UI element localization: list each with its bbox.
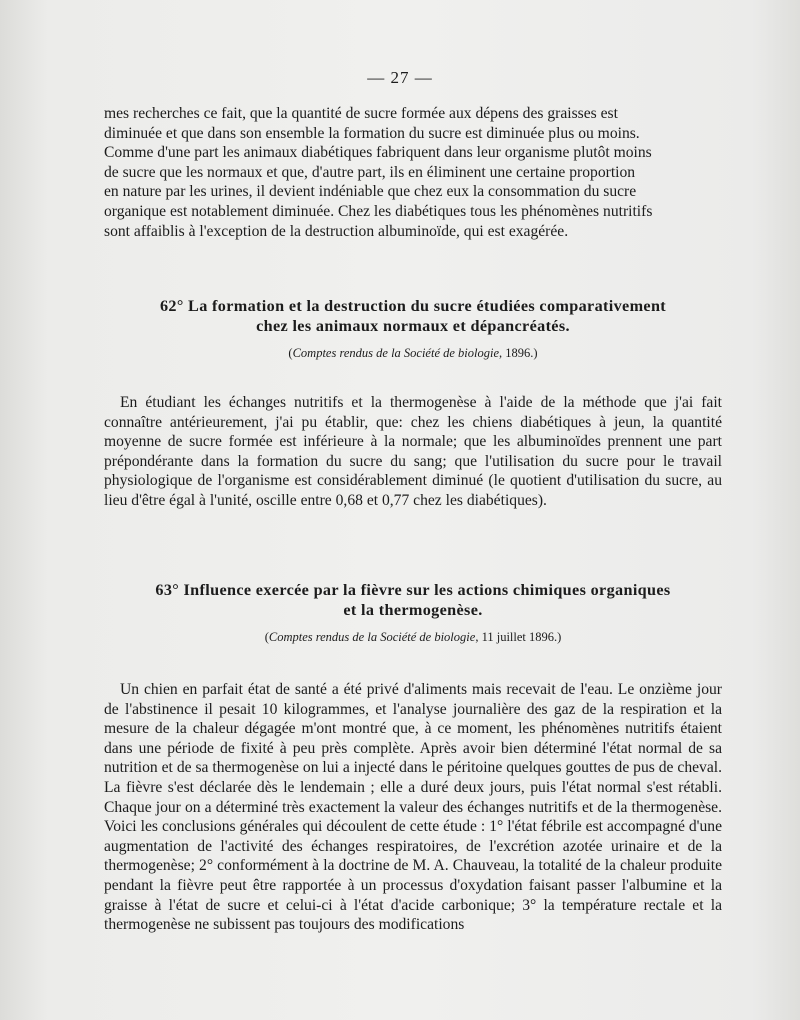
section-63-heading	[104, 580, 722, 645]
section-63-source-journal: Comptes rendus de la Société de biologie	[268, 630, 476, 644]
intro-line: sont affaiblis à l'exception de la destruction albuminoïde, qui est exagérée.	[104, 222, 569, 240]
page-number: — 27 —	[367, 68, 433, 87]
section-62-title-line2: chez les animaux normaux et dépancréatés.	[256, 317, 570, 335]
intro-line: organique est notablement diminuée. Chez les diabétiques tous les phénomènes nutritifs	[104, 202, 653, 220]
intro-paragraph	[104, 104, 722, 241]
intro-line: mes recherches ce fait, que la quantité de sucre formée aux dépens des graisses est	[104, 105, 618, 122]
section-62-paragraph	[104, 393, 722, 511]
intro-line: diminuée et que dans son ensemble la formation du sucre est diminuée plus ou moins.	[104, 124, 640, 142]
section-63-title-line2: et la thermogenèse.	[343, 601, 483, 619]
section-63-paragraph	[104, 680, 722, 935]
section-62-source: (Comptes rendus de la Société de biologie, 1896.)	[288, 346, 538, 360]
section-62-text: En étudiant les échanges nutritifs et la thermogenèse à l'aide de la méthode que j'ai fait connaître antérieurement, j'ai pu établir, que: chez les chiens diabétiques à jeun, la quantité moyenne de sucre formée est inférieure à la normale; que les albuminoïdes prennent une part prépondérante dans la formation du sucre du sang; que l'utilisation du sucre pour le travail physiologique de l'organisme est considérablement diminué (le quotient d'utilisation du sucre, au lieu d'être égal à l'unité, oscille entre 0,68 et 0,77 chez les diabétiques).	[104, 394, 722, 509]
intro-line: en nature par les urines, il devient indéniable que chez eux la consommation du sucre	[104, 183, 637, 201]
section-62-heading	[104, 296, 722, 361]
section-62-source-journal: Comptes rendus de la Société de biologie	[292, 346, 500, 360]
section-63-text: Un chien en parfait état de santé a été privé d'aliments mais recevait de l'eau. Le onzième jour de l'abstinence il pesait 10 kilogrammes, et l'analyse journalière des gaz de la respiration et la mesure de la chaleur dégagée m'ont montré que, à ce moment, les phénomènes nutritifs étaient dans une période de fixité à peu près complète. Après avoir bien déterminé l'état normal de sa nutrition et de sa thermogenèse on lui a injecté dans le péritoine quelques gouttes de pus de cheval. La fièvre s'est déclarée dès le lendemain ; elle a duré deux jours, puis l'état normal s'est rétabli. Chaque jour on a déterminé très exactement la valeur des échanges nutritifs et de la thermogenèse. Voici les conclusions générales qui découlent de cette étude : 1° l'état fébrile est accompagné d'une augmentation de l'activité des échanges respiratoires, de l'excrétion azotée urinaire et de la thermogenèse; 2° conformément à la doctrine de M. A. Chauveau, la totalité de la chaleur produite pendant la fièvre peut être rapportée à un processus d'oxydation faisant passer l'albumine et la graisse à l'état de sucre et celui-ci à l'état d'acide carbonique; 3° la température rectale et la thermogenèse ne subissent pas toujours des modifications	[104, 681, 722, 934]
section-63-title-line1: 63° Influence exercée par la fièvre sur les actions chimiques organiques	[155, 581, 671, 599]
intro-line: Comme d'une part les animaux diabétiques fabriquent dans leur organisme plutôt moins	[104, 144, 652, 162]
intro-line: de sucre que les normaux et que, d'autre part, ils en éliminent une certaine proportion	[104, 163, 636, 181]
section-63-source: (Comptes rendus de la Société de biologie, 11 juillet 1896.)	[264, 630, 562, 644]
section-62-title-line1: 62° La formation et la destruction du sucre étudiées comparativement	[159, 297, 667, 315]
